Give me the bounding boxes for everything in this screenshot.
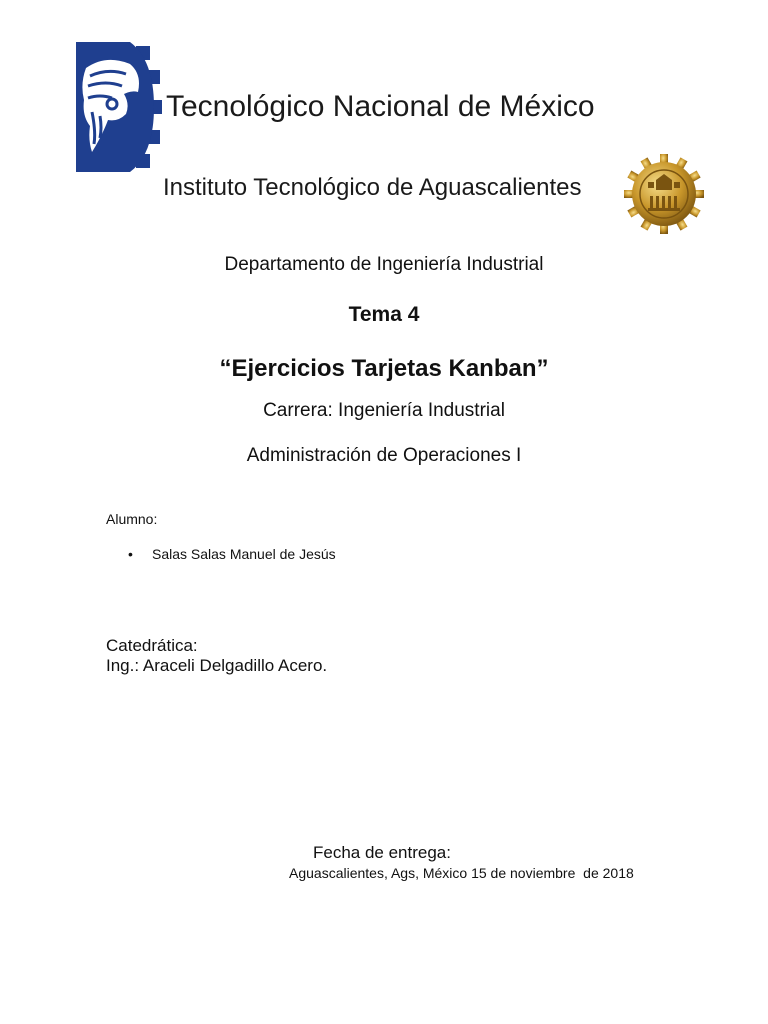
student-label: Alumno: (106, 511, 158, 527)
institute-title: Instituto Tecnológico de Aguascalientes (163, 174, 582, 201)
career-line: Carrera: Ingeniería Industrial (263, 400, 505, 421)
institution-national-title: Tecnológico Nacional de México (166, 90, 595, 123)
department-title: Departamento de Ingeniería Industrial (224, 254, 544, 275)
tecnm-logo-icon (72, 40, 162, 174)
topic-heading: Tema 4 (348, 303, 420, 326)
work-title: “Ejercicios Tarjetas Kanban” (219, 355, 549, 382)
student-name: Salas Salas Manuel de Jesús (152, 546, 336, 562)
teacher-name: Ing.: Araceli Delgadillo Acero. (106, 656, 328, 675)
due-date-value: Aguascalientes, Ags, México 15 de noviembre de 2018 (289, 865, 634, 881)
subject-line: Administración de Operaciones I (246, 445, 522, 466)
ita-seal-icon (622, 152, 706, 236)
student-list-item (128, 546, 336, 562)
teacher-label: Catedrática: (106, 636, 198, 655)
bullet-icon: • (128, 546, 133, 562)
due-date-label: Fecha de entrega: (313, 843, 451, 862)
